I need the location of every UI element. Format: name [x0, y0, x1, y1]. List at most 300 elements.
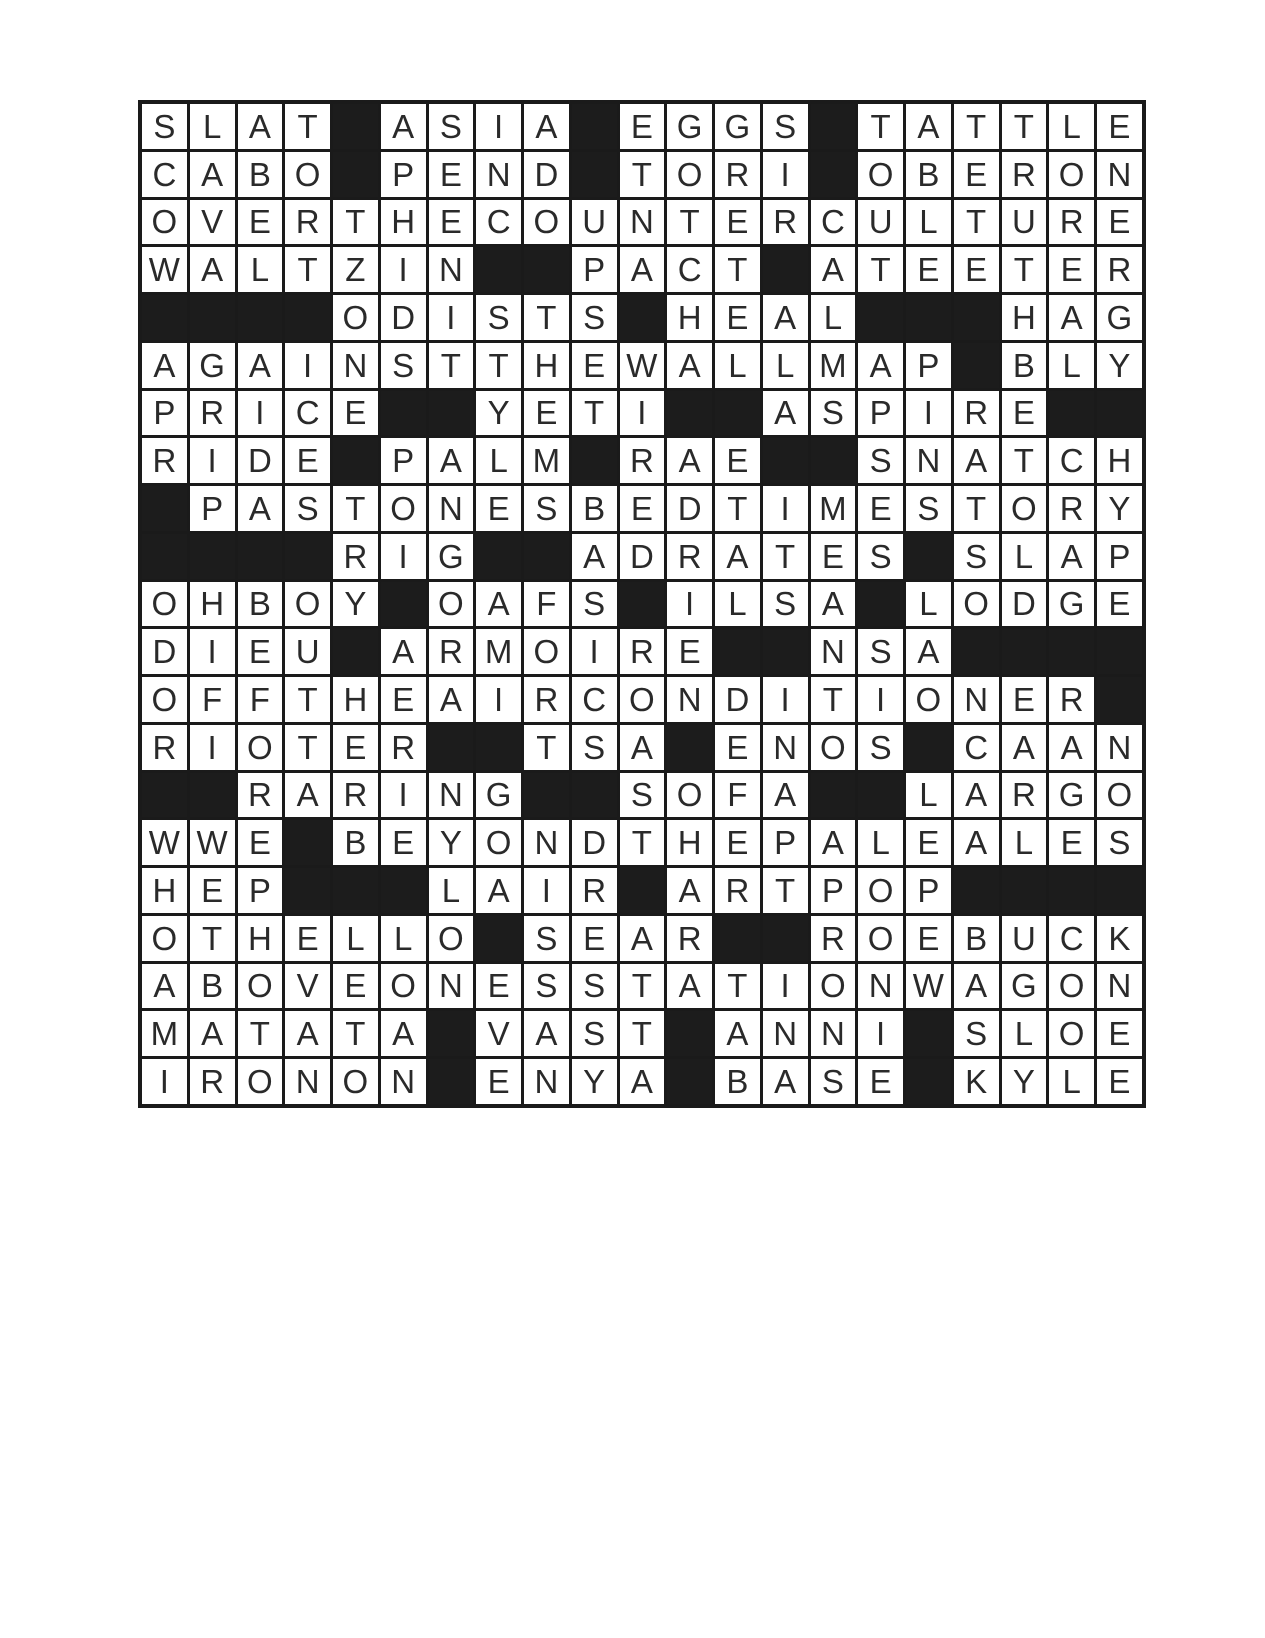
letter-cell: T — [620, 964, 665, 1009]
letter-cell: W — [142, 247, 187, 292]
letter-cell: T — [954, 104, 999, 149]
letter-cell: T — [620, 152, 665, 197]
black-square — [238, 295, 283, 340]
letter-cell: A — [238, 486, 283, 531]
letter-cell: L — [190, 104, 235, 149]
letter-cell: N — [429, 247, 474, 292]
letter-cell: A — [811, 582, 856, 627]
letter-cell: H — [524, 343, 569, 388]
black-square — [142, 534, 187, 579]
letter-cell: A — [142, 964, 187, 1009]
letter-cell: E — [572, 343, 617, 388]
letter-cell: I — [763, 152, 808, 197]
letter-cell: E — [476, 964, 521, 1009]
letter-cell: P — [381, 152, 426, 197]
letter-cell: G — [429, 534, 474, 579]
letter-cell: N — [476, 152, 521, 197]
letter-cell: P — [238, 868, 283, 913]
letter-cell: B — [190, 964, 235, 1009]
letter-cell: N — [763, 1011, 808, 1056]
letter-cell: A — [1002, 725, 1047, 770]
letter-cell: L — [238, 247, 283, 292]
black-square — [476, 916, 521, 961]
letter-cell: H — [238, 916, 283, 961]
letter-cell: A — [667, 343, 712, 388]
letter-cell: N — [667, 677, 712, 722]
letter-cell: E — [238, 200, 283, 245]
letter-cell: A — [238, 104, 283, 149]
letter-cell: T — [1002, 104, 1047, 149]
letter-cell: S — [572, 1011, 617, 1056]
letter-cell: P — [142, 391, 187, 436]
letter-cell: O — [142, 677, 187, 722]
letter-cell: N — [1097, 152, 1142, 197]
letter-cell: G — [1049, 773, 1094, 818]
letter-cell: F — [238, 677, 283, 722]
letter-cell: N — [429, 964, 474, 1009]
letter-cell: D — [620, 534, 665, 579]
black-square — [285, 820, 330, 865]
letter-cell: E — [906, 916, 951, 961]
letter-cell: S — [285, 486, 330, 531]
letter-cell: A — [811, 820, 856, 865]
letter-cell: D — [572, 820, 617, 865]
letter-cell: R — [954, 391, 999, 436]
letter-cell: I — [763, 677, 808, 722]
letter-cell: C — [667, 247, 712, 292]
letter-cell: L — [1002, 1011, 1047, 1056]
letter-cell: V — [190, 200, 235, 245]
black-square — [667, 391, 712, 436]
black-square — [954, 629, 999, 674]
letter-cell: T — [333, 200, 378, 245]
letter-cell: C — [811, 200, 856, 245]
black-square — [381, 868, 426, 913]
letter-cell: L — [906, 773, 951, 818]
letter-cell: A — [285, 1011, 330, 1056]
letter-cell: S — [811, 391, 856, 436]
letter-cell: O — [142, 200, 187, 245]
letter-cell: Y — [476, 391, 521, 436]
letter-cell: B — [906, 152, 951, 197]
black-square — [572, 152, 617, 197]
letter-cell: N — [429, 486, 474, 531]
letter-cell: C — [142, 152, 187, 197]
black-square — [190, 295, 235, 340]
letter-cell: P — [811, 868, 856, 913]
black-square — [811, 438, 856, 483]
letter-cell: I — [285, 343, 330, 388]
letter-cell: A — [667, 964, 712, 1009]
letter-cell: E — [620, 486, 665, 531]
letter-cell: P — [381, 438, 426, 483]
letter-cell: O — [858, 916, 903, 961]
letter-cell: I — [572, 629, 617, 674]
letter-cell: E — [906, 820, 951, 865]
letter-cell: R — [763, 200, 808, 245]
letter-cell: A — [142, 343, 187, 388]
letter-cell: T — [954, 486, 999, 531]
letter-cell: E — [476, 486, 521, 531]
letter-cell: T — [715, 964, 760, 1009]
letter-cell: N — [811, 629, 856, 674]
black-square — [667, 725, 712, 770]
letter-cell: S — [763, 104, 808, 149]
letter-cell: U — [572, 200, 617, 245]
letter-cell: A — [954, 438, 999, 483]
letter-cell: H — [333, 677, 378, 722]
letter-cell: R — [620, 629, 665, 674]
black-square — [190, 773, 235, 818]
letter-cell: U — [1002, 200, 1047, 245]
letter-cell: N — [811, 1011, 856, 1056]
black-square — [763, 247, 808, 292]
letter-cell: A — [954, 773, 999, 818]
letter-cell: A — [285, 773, 330, 818]
letter-cell: A — [954, 964, 999, 1009]
letter-cell: E — [667, 629, 712, 674]
letter-cell: E — [238, 820, 283, 865]
black-square — [667, 1011, 712, 1056]
letter-cell: A — [763, 391, 808, 436]
letter-cell: S — [429, 104, 474, 149]
letter-cell: E — [238, 629, 283, 674]
letter-cell: T — [763, 534, 808, 579]
letter-cell: L — [333, 916, 378, 961]
letter-cell: S — [858, 725, 903, 770]
letter-cell: L — [1002, 534, 1047, 579]
letter-cell: R — [715, 868, 760, 913]
letter-cell: A — [381, 104, 426, 149]
letter-cell: S — [906, 486, 951, 531]
letter-cell: H — [1002, 295, 1047, 340]
letter-cell: W — [620, 343, 665, 388]
letter-cell: T — [763, 868, 808, 913]
letter-cell: E — [429, 200, 474, 245]
letter-cell: C — [954, 725, 999, 770]
letter-cell: A — [429, 677, 474, 722]
letter-cell: U — [858, 200, 903, 245]
letter-cell: A — [476, 582, 521, 627]
letter-cell: K — [954, 1059, 999, 1104]
letter-cell: S — [954, 1011, 999, 1056]
letter-cell: T — [1002, 438, 1047, 483]
letter-cell: E — [524, 391, 569, 436]
letter-cell: R — [142, 438, 187, 483]
letter-cell: E — [715, 200, 760, 245]
letter-cell: D — [142, 629, 187, 674]
black-square — [811, 152, 856, 197]
letter-cell: P — [906, 343, 951, 388]
letter-cell: A — [1049, 295, 1094, 340]
letter-cell: L — [476, 438, 521, 483]
letter-cell: I — [620, 391, 665, 436]
letter-cell: L — [429, 868, 474, 913]
letter-cell: Y — [1097, 486, 1142, 531]
letter-cell: N — [333, 343, 378, 388]
letter-cell: R — [715, 152, 760, 197]
letter-cell: Y — [333, 582, 378, 627]
black-square — [1002, 629, 1047, 674]
letter-cell: N — [1097, 725, 1142, 770]
black-square — [524, 534, 569, 579]
letter-cell: I — [906, 391, 951, 436]
letter-cell: E — [954, 247, 999, 292]
letter-cell: G — [667, 104, 712, 149]
letter-cell: S — [763, 582, 808, 627]
letter-cell: T — [333, 486, 378, 531]
letter-cell: O — [381, 486, 426, 531]
letter-cell: M — [524, 438, 569, 483]
letter-cell: F — [524, 582, 569, 627]
letter-cell: S — [620, 773, 665, 818]
letter-cell: T — [667, 200, 712, 245]
letter-cell: E — [858, 1059, 903, 1104]
letter-cell: L — [906, 200, 951, 245]
letter-cell: S — [811, 1059, 856, 1104]
black-square — [333, 868, 378, 913]
black-square — [572, 773, 617, 818]
letter-cell: A — [1049, 725, 1094, 770]
letter-cell: R — [811, 916, 856, 961]
letter-cell: T — [285, 247, 330, 292]
letter-cell: A — [524, 1011, 569, 1056]
letter-cell: D — [238, 438, 283, 483]
letter-cell: A — [667, 438, 712, 483]
letter-cell: O — [142, 916, 187, 961]
letter-cell: T — [620, 1011, 665, 1056]
letter-cell: A — [476, 868, 521, 913]
black-square — [620, 295, 665, 340]
letter-cell: A — [524, 104, 569, 149]
letter-cell: A — [906, 104, 951, 149]
letter-cell: R — [142, 725, 187, 770]
letter-cell: K — [1097, 916, 1142, 961]
black-square — [572, 104, 617, 149]
letter-cell: A — [620, 916, 665, 961]
letter-cell: P — [858, 391, 903, 436]
letter-cell: O — [238, 964, 283, 1009]
letter-cell: E — [1097, 104, 1142, 149]
letter-cell: L — [1049, 1059, 1094, 1104]
black-square — [285, 295, 330, 340]
letter-cell: A — [620, 247, 665, 292]
letter-cell: L — [381, 916, 426, 961]
letter-cell: O — [811, 964, 856, 1009]
black-square — [572, 438, 617, 483]
letter-cell: I — [381, 247, 426, 292]
letter-cell: R — [333, 534, 378, 579]
letter-cell: E — [381, 677, 426, 722]
letter-cell: M — [476, 629, 521, 674]
black-square — [1049, 391, 1094, 436]
letter-cell: S — [381, 343, 426, 388]
letter-cell: H — [667, 820, 712, 865]
letter-cell: E — [381, 820, 426, 865]
letter-cell: O — [1049, 964, 1094, 1009]
letter-cell: T — [238, 1011, 283, 1056]
letter-cell: L — [858, 820, 903, 865]
letter-cell: O — [1002, 486, 1047, 531]
letter-cell: I — [667, 582, 712, 627]
letter-cell: G — [476, 773, 521, 818]
letter-cell: R — [1097, 247, 1142, 292]
letter-cell: S — [572, 582, 617, 627]
letter-cell: M — [811, 343, 856, 388]
letter-cell: E — [1049, 247, 1094, 292]
letter-cell: M — [142, 1011, 187, 1056]
black-square — [858, 295, 903, 340]
letter-cell: E — [572, 916, 617, 961]
letter-cell: Y — [572, 1059, 617, 1104]
letter-cell: T — [954, 200, 999, 245]
letter-cell: R — [1002, 152, 1047, 197]
black-square — [285, 534, 330, 579]
letter-cell: R — [1049, 677, 1094, 722]
black-square — [381, 391, 426, 436]
black-square — [429, 1011, 474, 1056]
letter-cell: E — [285, 438, 330, 483]
letter-cell: R — [572, 868, 617, 913]
letter-cell: A — [381, 629, 426, 674]
letter-cell: N — [524, 1059, 569, 1104]
letter-cell: O — [1049, 1011, 1094, 1056]
letter-cell: N — [524, 820, 569, 865]
crossword-grid — [138, 100, 1146, 1108]
letter-cell: D — [381, 295, 426, 340]
letter-cell: W — [906, 964, 951, 1009]
black-square — [906, 1011, 951, 1056]
letter-cell: Y — [429, 820, 474, 865]
letter-cell: O — [429, 916, 474, 961]
letter-cell: E — [906, 247, 951, 292]
letter-cell: R — [667, 534, 712, 579]
letter-cell: O — [142, 582, 187, 627]
black-square — [906, 725, 951, 770]
letter-cell: S — [524, 486, 569, 531]
letter-cell: I — [429, 295, 474, 340]
letter-cell: P — [572, 247, 617, 292]
letter-cell: S — [572, 725, 617, 770]
letter-cell: I — [381, 534, 426, 579]
letter-cell: P — [763, 820, 808, 865]
letter-cell: O — [524, 629, 569, 674]
letter-cell: H — [667, 295, 712, 340]
letter-cell: E — [1097, 1059, 1142, 1104]
letter-cell: T — [620, 820, 665, 865]
letter-cell: I — [238, 391, 283, 436]
letter-cell: S — [524, 916, 569, 961]
letter-cell: L — [1002, 820, 1047, 865]
letter-cell: F — [190, 677, 235, 722]
letter-cell: S — [858, 534, 903, 579]
letter-cell: O — [620, 677, 665, 722]
letter-cell: E — [715, 438, 760, 483]
black-square — [954, 343, 999, 388]
letter-cell: I — [190, 438, 235, 483]
letter-cell: O — [858, 868, 903, 913]
letter-cell: N — [1097, 964, 1142, 1009]
black-square — [763, 438, 808, 483]
letter-cell: R — [1049, 486, 1094, 531]
letter-cell: A — [667, 868, 712, 913]
black-square — [429, 725, 474, 770]
letter-cell: L — [715, 343, 760, 388]
letter-cell: H — [381, 200, 426, 245]
letter-cell: S — [524, 964, 569, 1009]
letter-cell: N — [429, 773, 474, 818]
letter-cell: R — [667, 916, 712, 961]
letter-cell: I — [190, 725, 235, 770]
letter-cell: A — [620, 1059, 665, 1104]
letter-cell: S — [572, 964, 617, 1009]
black-square — [858, 773, 903, 818]
letter-cell: E — [715, 820, 760, 865]
letter-cell: O — [238, 1059, 283, 1104]
letter-cell: A — [1049, 534, 1094, 579]
black-square — [715, 916, 760, 961]
letter-cell: R — [620, 438, 665, 483]
letter-cell: W — [190, 820, 235, 865]
letter-cell: B — [954, 916, 999, 961]
black-square — [954, 295, 999, 340]
letter-cell: S — [142, 104, 187, 149]
letter-cell: L — [1049, 343, 1094, 388]
letter-cell: B — [238, 582, 283, 627]
black-square — [333, 438, 378, 483]
black-square — [1097, 868, 1142, 913]
letter-cell: T — [572, 391, 617, 436]
letter-cell: T — [285, 104, 330, 149]
black-square — [954, 868, 999, 913]
letter-cell: C — [1049, 916, 1094, 961]
black-square — [811, 104, 856, 149]
letter-cell: O — [524, 200, 569, 245]
letter-cell: R — [238, 773, 283, 818]
letter-cell: E — [1002, 677, 1047, 722]
letter-cell: R — [333, 773, 378, 818]
black-square — [715, 391, 760, 436]
letter-cell: T — [524, 725, 569, 770]
letter-cell: I — [381, 773, 426, 818]
letter-cell: R — [285, 200, 330, 245]
letter-cell: T — [715, 247, 760, 292]
letter-cell: N — [763, 725, 808, 770]
letter-cell: B — [572, 486, 617, 531]
letter-cell: O — [811, 725, 856, 770]
black-square — [333, 104, 378, 149]
black-square — [333, 152, 378, 197]
letter-cell: E — [333, 964, 378, 1009]
letter-cell: Y — [1002, 1059, 1047, 1104]
letter-cell: T — [429, 343, 474, 388]
black-square — [524, 247, 569, 292]
letter-cell: A — [715, 1011, 760, 1056]
letter-cell: R — [381, 725, 426, 770]
letter-cell: E — [333, 725, 378, 770]
black-square — [906, 534, 951, 579]
letter-cell: O — [285, 582, 330, 627]
letter-cell: E — [190, 868, 235, 913]
black-square — [1097, 629, 1142, 674]
letter-cell: R — [1002, 773, 1047, 818]
black-square — [238, 534, 283, 579]
letter-cell: I — [524, 868, 569, 913]
letter-cell: D — [1002, 582, 1047, 627]
black-square — [1097, 677, 1142, 722]
black-square — [476, 725, 521, 770]
black-square — [285, 868, 330, 913]
